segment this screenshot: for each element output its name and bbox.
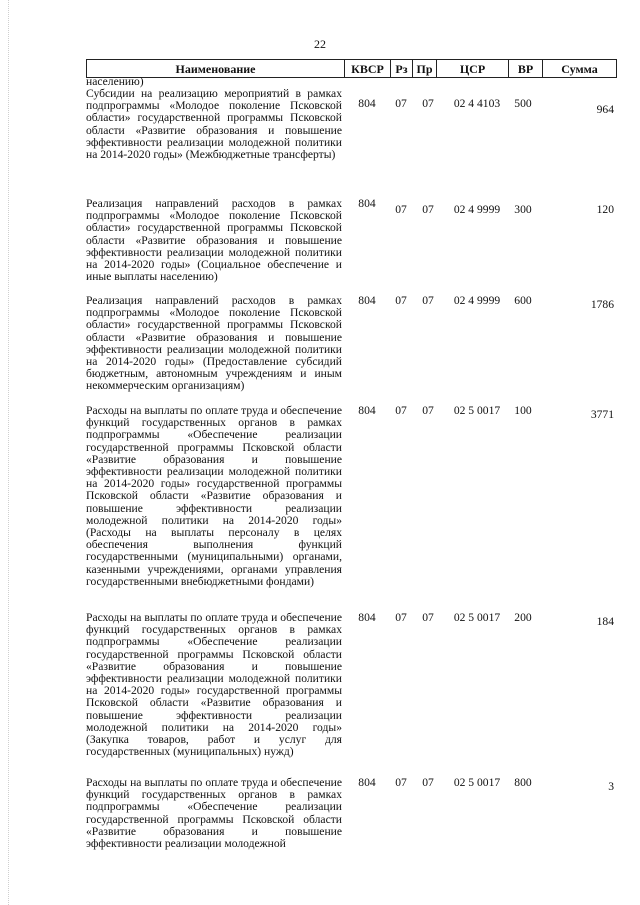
- header-csr: ЦСР: [437, 60, 509, 78]
- row-rz: 07: [395, 776, 407, 789]
- row-rz: 07: [395, 611, 407, 624]
- row-pr: 07: [422, 611, 434, 624]
- header-rz: Рз: [391, 60, 413, 78]
- table-row: [86, 88, 616, 198]
- row-vr: 300: [514, 203, 532, 216]
- header-name: Наименование: [87, 60, 345, 78]
- header-kvsr: КВСР: [345, 60, 391, 78]
- row-rz: 07: [395, 404, 407, 417]
- row-kvsr: 804: [358, 611, 376, 624]
- page-number: 22: [314, 37, 326, 51]
- table-row: [86, 198, 616, 295]
- header-pr: Пр: [413, 60, 437, 78]
- row-name: Расходы на выплаты по оплате труда и обеспечение функций государственных органов в рамках подпрограммы «Обеспечение реализации государственной программы Псковской области «Развитие образования и повышение эффективности реализации молодежной: [86, 776, 342, 851]
- row-rz: 07: [395, 294, 407, 307]
- row-pr: 07: [422, 404, 434, 417]
- row-vr: 100: [514, 404, 532, 417]
- row-sum: 3771: [590, 408, 614, 421]
- row-csr: 02 5 0017: [453, 776, 501, 789]
- table-row: [86, 405, 616, 612]
- row-kvsr: 804: [358, 97, 376, 110]
- row-name: Субсидии на реализацию мероприятий в рамках подпрограммы «Молодое поколение Псковской области» государственной программы Псковской области «Развитие образования и повышение эффективности реализации молодежной политики на 2014-2020 годы» (Межбюджетные трансферты): [86, 87, 342, 162]
- header-sum: Сумма: [543, 60, 617, 78]
- row-sum: 120: [596, 203, 614, 216]
- row-vr: 200: [514, 611, 532, 624]
- row-name: Расходы на выплаты по оплате труда и обеспечение функций государственных органов в рамках подпрограммы «Обеспечение реализации государственной программы Псковской области «Развитие образования и повышение эффективности реализации молодежной политики на 2014-2020 годы» государственной программы Псковской области «Развитие образования и повышение эффективности реализации молодежной политики на 2014-2020 годы» (Расходы на выплаты персоналу в целях обеспечения выполнения функций государственными (муниципальными) органами, казенными учреждениями, органами управления государственными внебюджетными фондами): [86, 404, 342, 588]
- scan-edge: [0, 0, 9, 905]
- row-sum: 964: [596, 103, 614, 116]
- row-csr: 02 5 0017: [453, 611, 501, 624]
- row-csr: 02 4 9999: [453, 294, 501, 307]
- row-kvsr: 804: [358, 776, 376, 789]
- row-pr: 07: [422, 203, 434, 216]
- row-csr: 02 5 0017: [453, 404, 501, 417]
- row-csr: 02 4 4103: [453, 97, 501, 110]
- row-sum: 1786: [590, 298, 614, 311]
- row-pr: 07: [422, 97, 434, 110]
- row-csr: 02 4 9999: [453, 203, 501, 216]
- header-vr: ВР: [509, 60, 543, 78]
- row-pr: 07: [422, 294, 434, 307]
- row-name: Реализация направлений расходов в рамках подпрограммы «Молодое поколение Псковской области» государственной программы Псковской области «Развитие образования и повышение эффективности реализации молодежной политики на 2014-2020 годы» (Социальное обеспечение и иные выплаты населению): [86, 197, 342, 284]
- row-name: Реализация направлений расходов в рамках подпрограммы «Молодое поколение Псковской области» государственной программы Псковской области «Развитие образования и повышение эффективности реализации молодежной политики на 2014-2020 годы» (Предоставление субсидий бюджетным, автономным учреждениям и иным некоммерческим организациям): [86, 294, 342, 393]
- row-rz: 07: [395, 97, 407, 110]
- row-kvsr: 804: [358, 294, 376, 307]
- row-pr: 07: [422, 776, 434, 789]
- row-sum: 3: [608, 780, 614, 793]
- row-vr: 800: [514, 776, 532, 789]
- row-kvsr: 804: [358, 404, 376, 417]
- row-kvsr: 804: [358, 197, 376, 210]
- row-vr: 500: [514, 97, 532, 110]
- table-body: [86, 76, 616, 867]
- row-name: Расходы на выплаты по оплате труда и обеспечение функций государственных органов в рамках подпрограммы «Обеспечение реализации государственной программы Псковской области «Развитие образования и повышение эффективности реализации молодежной политики на 2014-2020 годы» государственной программы Псковской области «Развитие образования и повышение эффективности реализации молодежной политики на 2014-2020 годы» (Закупка товаров, работ и услуг для государственных (муниципальных) нужд): [86, 611, 342, 759]
- row-rz: 07: [395, 203, 407, 216]
- row-name: населению): [86, 75, 144, 88]
- table-row: [86, 612, 616, 777]
- table-row: [86, 295, 616, 405]
- row-vr: 600: [514, 294, 532, 307]
- row-sum: 184: [596, 615, 614, 628]
- table-row: [86, 777, 616, 867]
